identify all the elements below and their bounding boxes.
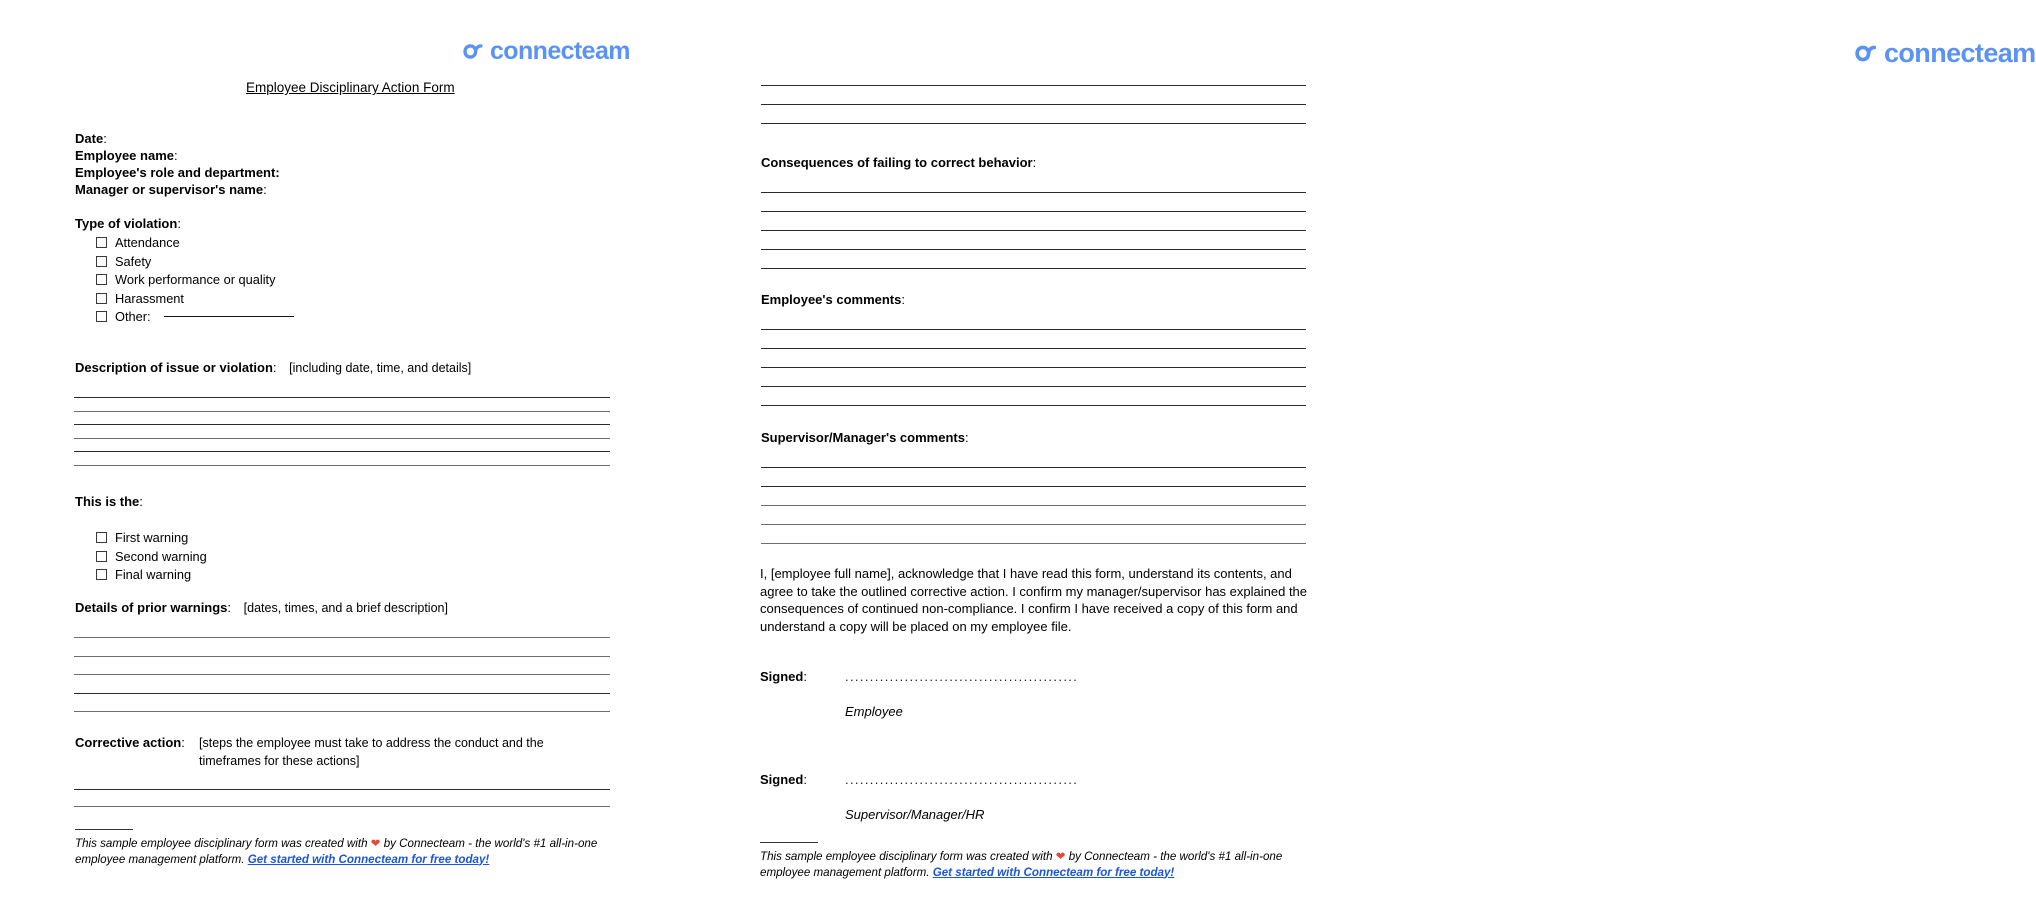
footer-left (75, 829, 635, 867)
employee-comments-line-5[interactable] (761, 405, 1306, 406)
supervisor-comments-line-4[interactable] (761, 524, 1306, 525)
infinity-loop-icon (463, 39, 489, 64)
consequences-heading-colon: : (1032, 155, 1037, 170)
signature-2-label-colon: : (803, 772, 807, 787)
field-manager-name-colon: : (263, 182, 267, 197)
description-hint: [including date, time, and details] (289, 361, 472, 375)
field-date-colon: : (103, 131, 107, 146)
footer-right (760, 842, 1320, 880)
supervisor-comments-heading-label: Supervisor/Manager's comments (761, 430, 965, 445)
prior-warnings-heading-colon: : (227, 600, 232, 615)
connecteam-logo-left (463, 37, 630, 66)
footer-cta-link[interactable]: Get started with Connecteam for free today! (247, 852, 490, 866)
corrective-action-line-1[interactable] (74, 789, 610, 790)
consequences-line-3[interactable] (761, 230, 1306, 231)
employee-comments-line-4[interactable] (761, 386, 1306, 387)
supervisor-comments-heading-colon: : (964, 430, 969, 445)
employee-comments-line-2[interactable] (761, 348, 1306, 349)
signature-1-label-text: Signed (760, 669, 804, 684)
heart-icon: ❤ (1055, 850, 1066, 863)
field-role-department (75, 165, 280, 180)
field-manager-name-label: Manager or supervisor's name (75, 182, 264, 197)
field-employee-name (75, 148, 178, 163)
footer-text-before: This sample employee disciplinary form was created with (760, 850, 1056, 863)
corrective-action-heading-colon: : (181, 735, 185, 750)
infinity-loop-icon (1855, 40, 1883, 67)
corrective-action-line-2[interactable] (74, 806, 610, 807)
footer-divider (75, 829, 133, 830)
checkbox-icon[interactable] (96, 293, 107, 304)
checkbox-icon[interactable] (96, 551, 107, 562)
logo-wordmark-left: connecteam (490, 37, 630, 65)
footer-text-after: by Connecteam - the world's #1 all-in-one employee management platform. (75, 837, 598, 866)
page-title: Employee Disciplinary Action Form (246, 80, 455, 95)
checkbox-attendance-label: Attendance (115, 235, 180, 250)
description-heading-label: Description of issue or violation (75, 360, 273, 375)
field-role-department-colon: : (275, 165, 280, 180)
acknowledgement-paragraph: I, [employee full name], acknowledge that I have read this form, understand its contents, and agree to take the outlined corrective action. I confirm my manager/supervisor has explained the consequences of continued non-compliance. I confirm I have received a copy of this form and understand a copy will be placed on my employee file. (760, 566, 1308, 634)
continuation-line-1[interactable] (761, 85, 1306, 86)
page-right (698, 0, 2036, 912)
field-date (75, 131, 107, 146)
corrective-action-hint-line2: timeframes for these actions] (199, 753, 360, 768)
prior-warnings-line-4[interactable] (74, 693, 610, 694)
signature-1-role: Employee (845, 704, 903, 719)
checkbox-icon[interactable] (96, 532, 107, 543)
supervisor-comments-heading (761, 430, 969, 445)
description-line-5[interactable] (74, 451, 610, 452)
checkbox-safety-label: Safety (115, 253, 152, 269)
violation-heading-label: Type of violation (75, 216, 178, 231)
prior-warnings-hint: [dates, times, and a brief description] (243, 601, 448, 615)
consequences-line-1[interactable] (761, 192, 1306, 193)
field-manager-name (75, 182, 267, 197)
prior-warnings-line-5[interactable] (74, 711, 610, 712)
checkbox-first-warning-label: First warning (115, 530, 189, 545)
checkbox-final-warning[interactable] (96, 567, 191, 582)
supervisor-comments-line-2[interactable] (761, 486, 1306, 487)
consequences-line-2[interactable] (761, 211, 1306, 212)
employee-comments-line-3[interactable] (761, 367, 1306, 368)
checkbox-work-performance-label: Work performance or quality (115, 272, 276, 287)
footer-text-before: This sample employee disciplinary form was created with (75, 837, 371, 850)
footer-cta-link[interactable]: Get started with Connecteam for free today! (932, 865, 1175, 879)
checkbox-second-warning[interactable] (96, 549, 207, 564)
logo-wordmark-right: connecteam (1884, 38, 2036, 68)
description-heading (75, 360, 471, 375)
checkbox-icon[interactable] (96, 274, 107, 285)
field-employee-name-label: Employee name (75, 148, 174, 163)
description-heading-colon: : (272, 360, 277, 375)
prior-warnings-line-2[interactable] (74, 656, 610, 657)
this-is-the-heading-colon: : (139, 494, 143, 509)
signature-1-label (760, 669, 807, 684)
this-is-the-heading (75, 494, 143, 509)
checkbox-second-warning-label: Second warning (115, 548, 207, 564)
violation-heading-colon: : (177, 216, 181, 231)
continuation-line-3[interactable] (761, 123, 1306, 124)
corrective-action-hint-line1: [steps the employee must take to address the conduct and the (199, 736, 544, 750)
description-line-6[interactable] (74, 465, 610, 466)
consequences-line-4[interactable] (761, 249, 1306, 250)
consequences-line-5[interactable] (761, 268, 1306, 269)
supervisor-comments-line-1[interactable] (761, 467, 1306, 468)
footer-divider (760, 842, 818, 843)
signature-2-label-text: Signed (760, 772, 804, 787)
checkbox-other-label: Other: (115, 309, 151, 324)
continuation-line-2[interactable] (761, 104, 1306, 105)
signature-2-role: Supervisor/Manager/HR (845, 807, 985, 822)
signature-1-line[interactable]: ............................................... (845, 669, 1079, 684)
signature-2-line[interactable]: ............................................... (845, 772, 1079, 787)
description-line-3[interactable] (74, 424, 610, 425)
checkbox-icon[interactable] (96, 256, 107, 267)
corrective-action-heading (75, 735, 185, 750)
signature-1-label-colon: : (803, 669, 807, 684)
prior-warnings-line-3[interactable] (74, 674, 610, 675)
prior-warnings-line-1[interactable] (74, 637, 610, 638)
employee-comments-heading (761, 292, 905, 307)
consequences-heading (761, 155, 1036, 170)
connecteam-logo-right (1855, 38, 2036, 69)
this-is-the-heading-label: This is the (75, 494, 140, 509)
field-employee-name-colon: : (174, 148, 178, 163)
description-line-1[interactable] (74, 397, 610, 398)
prior-warnings-heading-label: Details of prior warnings (75, 600, 228, 615)
other-write-in-line[interactable] (164, 316, 294, 317)
prior-warnings-heading (75, 600, 448, 615)
employee-comments-heading-colon: : (901, 292, 905, 307)
description-line-2[interactable] (74, 411, 610, 412)
corrective-action-hint (199, 735, 619, 770)
employee-comments-line-1[interactable] (761, 329, 1306, 330)
checkbox-icon[interactable] (96, 311, 107, 322)
corrective-action-heading-label: Corrective action (75, 735, 182, 750)
description-line-4[interactable] (74, 438, 610, 439)
page-left (0, 0, 698, 912)
footer-text (75, 836, 635, 867)
checkbox-icon[interactable] (96, 569, 107, 580)
supervisor-comments-line-3[interactable] (761, 505, 1306, 506)
footer-text (760, 849, 1320, 880)
supervisor-comments-line-5[interactable] (761, 543, 1306, 544)
checkbox-work-performance[interactable] (96, 272, 276, 287)
checkbox-icon[interactable] (96, 237, 107, 248)
checkbox-other[interactable] (96, 309, 294, 324)
employee-comments-heading-label: Employee's comments (761, 292, 902, 307)
consequences-heading-label: Consequences of failing to correct behavior (761, 155, 1033, 170)
signature-2-label (760, 772, 807, 787)
checkbox-first-warning[interactable] (96, 530, 188, 545)
checkbox-harassment[interactable] (96, 291, 184, 306)
footer-text-after: by Connecteam - the world's #1 all-in-one employee management platform. (760, 850, 1283, 879)
field-role-department-label: Employee's role and department (75, 165, 276, 180)
checkbox-attendance[interactable] (96, 235, 180, 250)
violation-heading (75, 216, 181, 231)
heart-icon: ❤ (370, 837, 381, 850)
field-date-label: Date (75, 131, 104, 146)
checkbox-harassment-label: Harassment (115, 290, 184, 306)
checkbox-final-warning-label: Final warning (115, 567, 192, 582)
checkbox-safety[interactable] (96, 254, 151, 269)
